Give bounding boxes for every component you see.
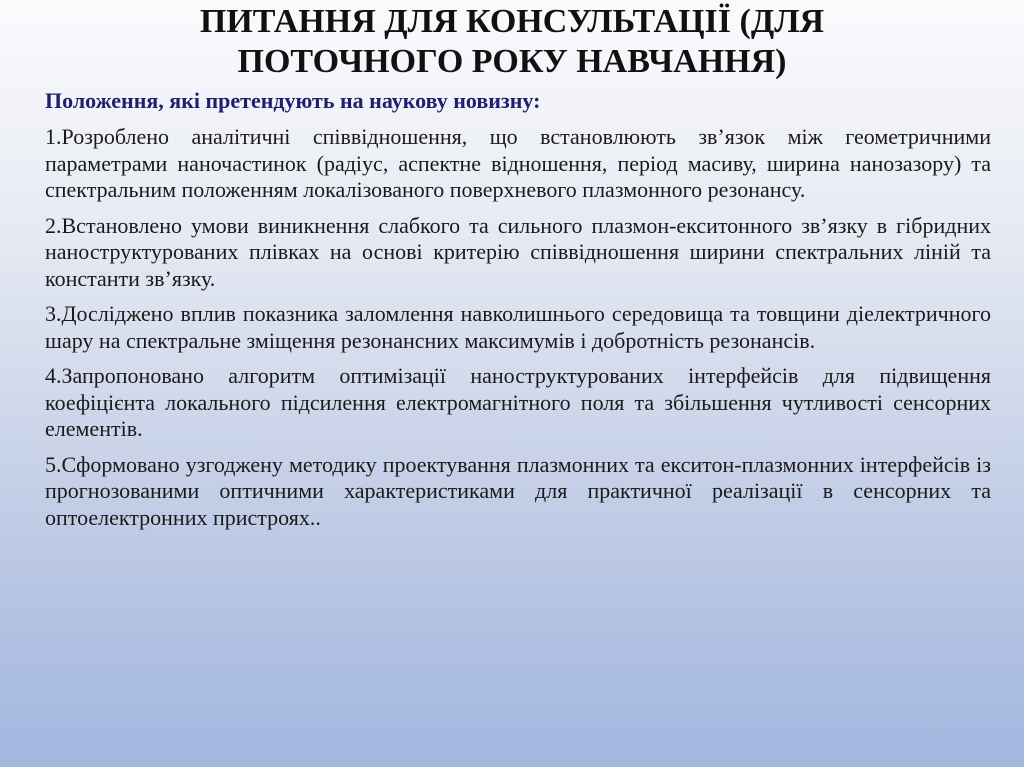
- slide-content: [45, 88, 991, 540]
- novelty-item-5: 5.Сформовано узгоджену методику проектування плазмонних та екситон-плазмонних інтерфейсів із прогнозованими оптичними характеристиками для практичної реалізації в сенсорних та оптоелектронних пристроях..: [45, 451, 991, 530]
- page-number: 6: [930, 728, 936, 740]
- novelty-item-3: 3.Досліджено вплив показника заломлення навколишнього середовища та товщини діелектричного шару на спектральне зміщення резонансних максимумів і добротність резонансів.: [45, 301, 991, 353]
- novelty-item-2: 2.Встановлено умови виникнення слабкого та сильного плазмон-екситонного зв’язку в гібридних наноструктурованих плівках на основі критерію співвідношення ширини спектральних ліній та константи зв’язку.: [45, 212, 991, 291]
- novelty-item-4: 4.Запропоновано алгоритм оптимізації наноструктурованих інтерфейсів для підвищення коефіцієнта локального підсилення електромагнітного поля та збільшення чутливості сенсорних елементів.: [45, 363, 991, 441]
- slide-title-line-2: ПОТОЧНОГО РОКУ НАВЧАННЯ): [237, 43, 787, 80]
- novelty-item-1: 1.Розроблено аналітичні співвідношення, що встановлюють зв’язок між геометричними параметрами наночастинок (радіус, аспектне відношення, період масиву, ширина нанозазору) та спектральним положенням локалізованого поверхневого плазмонного резонансу.: [45, 124, 991, 202]
- slide-title-line-1: ПИТАННЯ ДЛЯ КОНСУЛЬТАЦІЇ (ДЛЯ: [199, 3, 825, 40]
- slide-title: [0, 2, 1024, 82]
- slide-subtitle: Положення, які претендують на наукову новизну:: [45, 88, 541, 113]
